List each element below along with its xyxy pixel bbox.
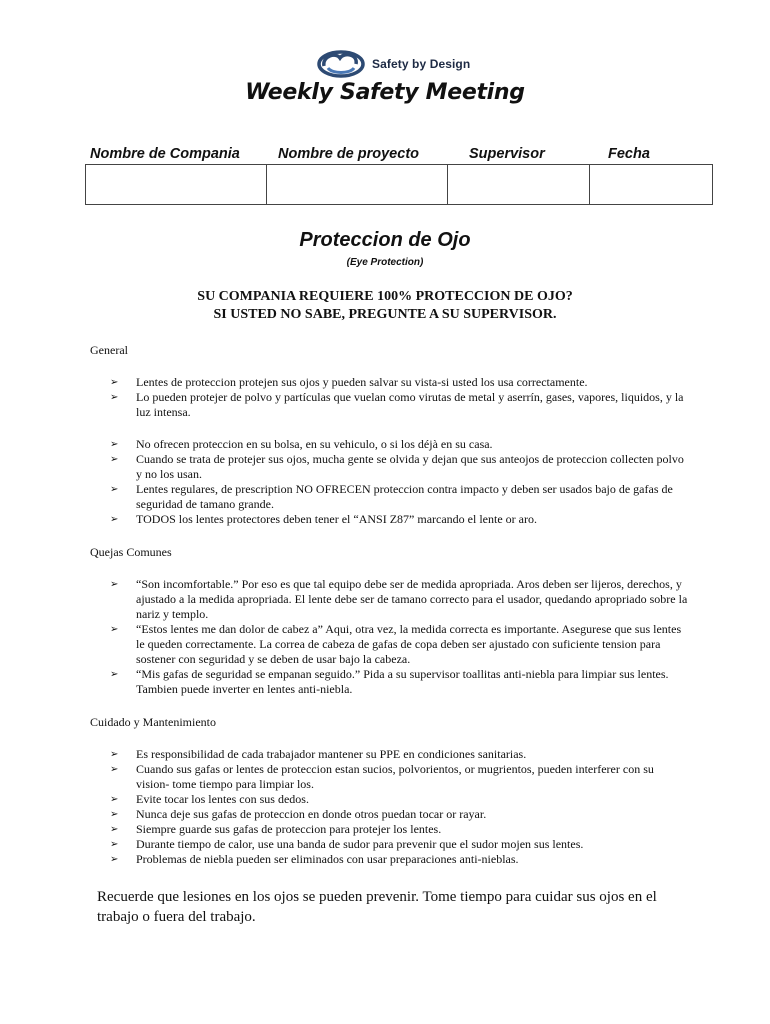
arrow-bullet-icon: ➢ — [110, 809, 119, 820]
logo-text: Safety by Design — [372, 57, 471, 71]
general-list-1 — [110, 375, 690, 420]
list-item: ➢ Siempre guarde sus gafas de proteccion para protejer los lentes. — [110, 822, 442, 836]
column-supervisor: Supervisor — [469, 146, 545, 162]
column-company-name: Nombre de Compania — [90, 146, 240, 162]
list-item: ➢ TODOS los lentes protectores deben tener el “ANSI Z87” marcando el lente or aro. — [110, 512, 537, 526]
list-item: ➢ Lentes regulares, de prescription NO OFRECEN proteccion contra impacto y deben ser usados bajo de gafas de seguridad de tamano grande. — [110, 482, 673, 511]
requirement-line-1: SU COMPANIA REQUIERE 100% PROTECCION DE OJO? — [197, 289, 573, 304]
arrow-bullet-icon: ➢ — [110, 839, 119, 850]
info-table — [85, 164, 713, 205]
heading-complaints: Quejas Comunes — [90, 545, 172, 559]
general-list-2 — [110, 437, 690, 527]
company-logo — [316, 48, 470, 80]
company-name-field[interactable] — [86, 165, 267, 204]
closing-statement: Recuerde que lesiones en los ojos se pueden prevenir. Tome tiempo para cuidar sus ojos en el trabajo o fuera del trabajo. — [97, 889, 657, 925]
list-item: ➢ Cuando sus gafas or lentes de proteccion estan sucios, polvorientos, or mugrientos, pueden interferer con su vision- tome tiempo para limpiar los. — [110, 762, 654, 791]
column-project-name: Nombre de proyecto — [278, 146, 419, 162]
date-field[interactable] — [590, 165, 712, 204]
list-item: ➢ Lo pueden protejer de polvo y partículas que vuelan como virutas de metal y aserrín, gases, vapores, liquidos, y la luz intensa. — [110, 390, 684, 419]
list-item: ➢ Problemas de niebla pueden ser eliminados con usar preparaciones anti-nieblas. — [110, 852, 519, 866]
arrow-bullet-icon: ➢ — [110, 514, 119, 525]
arrow-bullet-icon: ➢ — [110, 439, 119, 450]
section-subtitle: (Eye Protection) — [346, 257, 424, 268]
arrow-bullet-icon: ➢ — [110, 377, 119, 388]
project-name-field[interactable] — [267, 165, 448, 204]
arrow-bullet-icon: ➢ — [110, 579, 119, 590]
arrow-bullet-icon: ➢ — [110, 854, 119, 865]
requirement-notice — [0, 288, 770, 324]
list-item: ➢ Evite tocar los lentes con sus dedos. — [110, 792, 309, 806]
list-item: ➢ Durante tiempo de calor, use una banda de sudor para prevenir que el sudor mojen sus lentes. — [110, 837, 584, 851]
arrow-bullet-icon: ➢ — [110, 624, 119, 635]
list-item: ➢ Lentes de proteccion protejen sus ojos y pueden salvar su vista-si usted los usa correctamente. — [110, 375, 588, 389]
arrow-bullet-icon: ➢ — [110, 749, 119, 760]
heading-care: Cuidado y Mantenimiento — [90, 715, 216, 729]
arrow-bullet-icon: ➢ — [110, 392, 119, 403]
list-item: ➢ No ofrecen proteccion en su bolsa, en su vehiculo, o si los déjà en su casa. — [110, 437, 493, 451]
list-item: ➢ “Mis gafas de seguridad se empanan seguido.” Pida a su supervisor toallitas anti-niebla para limpiar sus lentes. Tambien puede inverter en lentes anti-niebla. — [110, 667, 669, 696]
meeting-title: Weekly Safety Meeting — [245, 80, 525, 105]
arrow-bullet-icon: ➢ — [110, 764, 119, 775]
list-item: ➢ Nunca deje sus gafas de proteccion en donde otros puedan tocar or rayar. — [110, 807, 487, 821]
column-date: Fecha — [608, 146, 650, 162]
arrow-bullet-icon: ➢ — [110, 824, 119, 835]
arrow-bullet-icon: ➢ — [110, 794, 119, 805]
complaints-list — [110, 577, 690, 697]
list-item: ➢ Es responsibilidad de cada trabajador mantener su PPE en condiciones sanitarias. — [110, 747, 527, 761]
list-item: ➢ “Estos lentes me dan dolor de cabez a” Aqui, otra vez, la medida correcta es importante. Asegurese que sus lentes le queden correctamente. La correa de cabeza de gafas de copa deben ser ajustado con suficiente tension para sostener con seguridad y se deben de usar bajo la cabeza. — [110, 622, 682, 666]
list-item: ➢ “Son incomfortable.” Por eso es que tal equipo debe ser de medida apropriada. Aros deben ser lijeros, derechos, y ajustado a la medida apropriada. El lente debe ser de tamano correcto para el usador, quedando apropriado sobre la nariz y templo. — [110, 577, 688, 621]
list-item: ➢ Cuando se trata de protejer sus ojos, mucha gente se olvida y dejan que sus anteojos de proteccion collecten polvo y no los usan. — [110, 452, 684, 481]
heading-general: General — [90, 343, 128, 357]
arrow-bullet-icon: ➢ — [110, 669, 119, 680]
cloud-logo-icon — [316, 48, 366, 80]
section-title: Proteccion de Ojo — [299, 229, 471, 251]
requirement-line-2: SI USTED NO SABE, PREGUNTE A SU SUPERVISOR. — [213, 307, 557, 322]
arrow-bullet-icon: ➢ — [110, 484, 119, 495]
supervisor-field[interactable] — [448, 165, 590, 204]
arrow-bullet-icon: ➢ — [110, 454, 119, 465]
care-list — [110, 747, 690, 867]
